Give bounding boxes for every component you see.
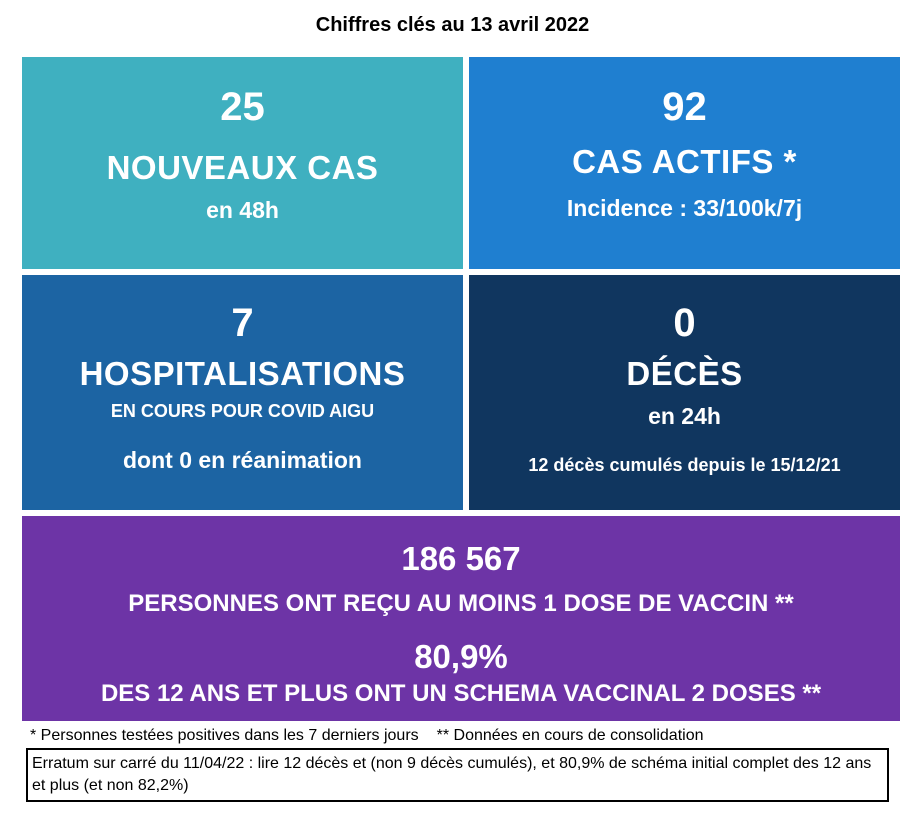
vaccinated-label: PERSONNES ONT REÇU AU MOINS 1 DOSE DE VACCIN **: [128, 590, 794, 617]
deaths-label: DÉCÈS: [626, 355, 743, 392]
new-cases-tile: [22, 57, 463, 269]
reanimation-text: dont 0 en réanimation: [123, 447, 362, 473]
vaccinated-count: 186 567: [401, 540, 521, 577]
page-title: Chiffres clés au 13 avril 2022: [315, 14, 590, 36]
full-schema-rate: 80,9%: [414, 638, 508, 675]
footnotes: [30, 727, 890, 745]
deaths-tile: [469, 275, 900, 510]
hospitalisations-value: 7: [231, 301, 254, 345]
full-schema-label: DES 12 ANS ET PLUS ONT UN SCHEMA VACCINAL 2 DOSES **: [100, 680, 822, 707]
cumulative-deaths-text: 12 décès cumulés depuis le 15/12/21: [528, 455, 841, 475]
vaccination-tile: [22, 516, 900, 721]
incidence-text: Incidence : 33/100k/7j: [566, 195, 803, 221]
deaths-sub: en 24h: [648, 403, 721, 429]
new-cases-label: NOUVEAUX CAS: [106, 149, 379, 186]
deaths-value: 0: [673, 301, 696, 345]
hospitalisations-tile: [22, 275, 463, 510]
new-cases-value: 25: [220, 85, 265, 129]
footnote-positive: * Personnes testées positives dans les 7 derniers jours: [30, 727, 419, 744]
hospitalisations-sub: EN COURS POUR COVID AIGU: [110, 401, 375, 421]
active-cases-tile: [469, 57, 900, 269]
new-cases-sub: en 48h: [206, 197, 279, 223]
erratum-box: Erratum sur carré du 11/04/22 : lire 12 décès et (non 9 décès cumulés), et 80,9% de schéma initial complet des 12 ans et plus (et non 82,2%): [26, 748, 889, 802]
hospitalisations-label: HOSPITALISATIONS: [79, 355, 406, 392]
active-cases-label: CAS ACTIFS *: [572, 143, 797, 180]
active-cases-value: 92: [662, 85, 707, 129]
footnote-consolidation: ** Données en cours de consolidation: [436, 727, 704, 744]
